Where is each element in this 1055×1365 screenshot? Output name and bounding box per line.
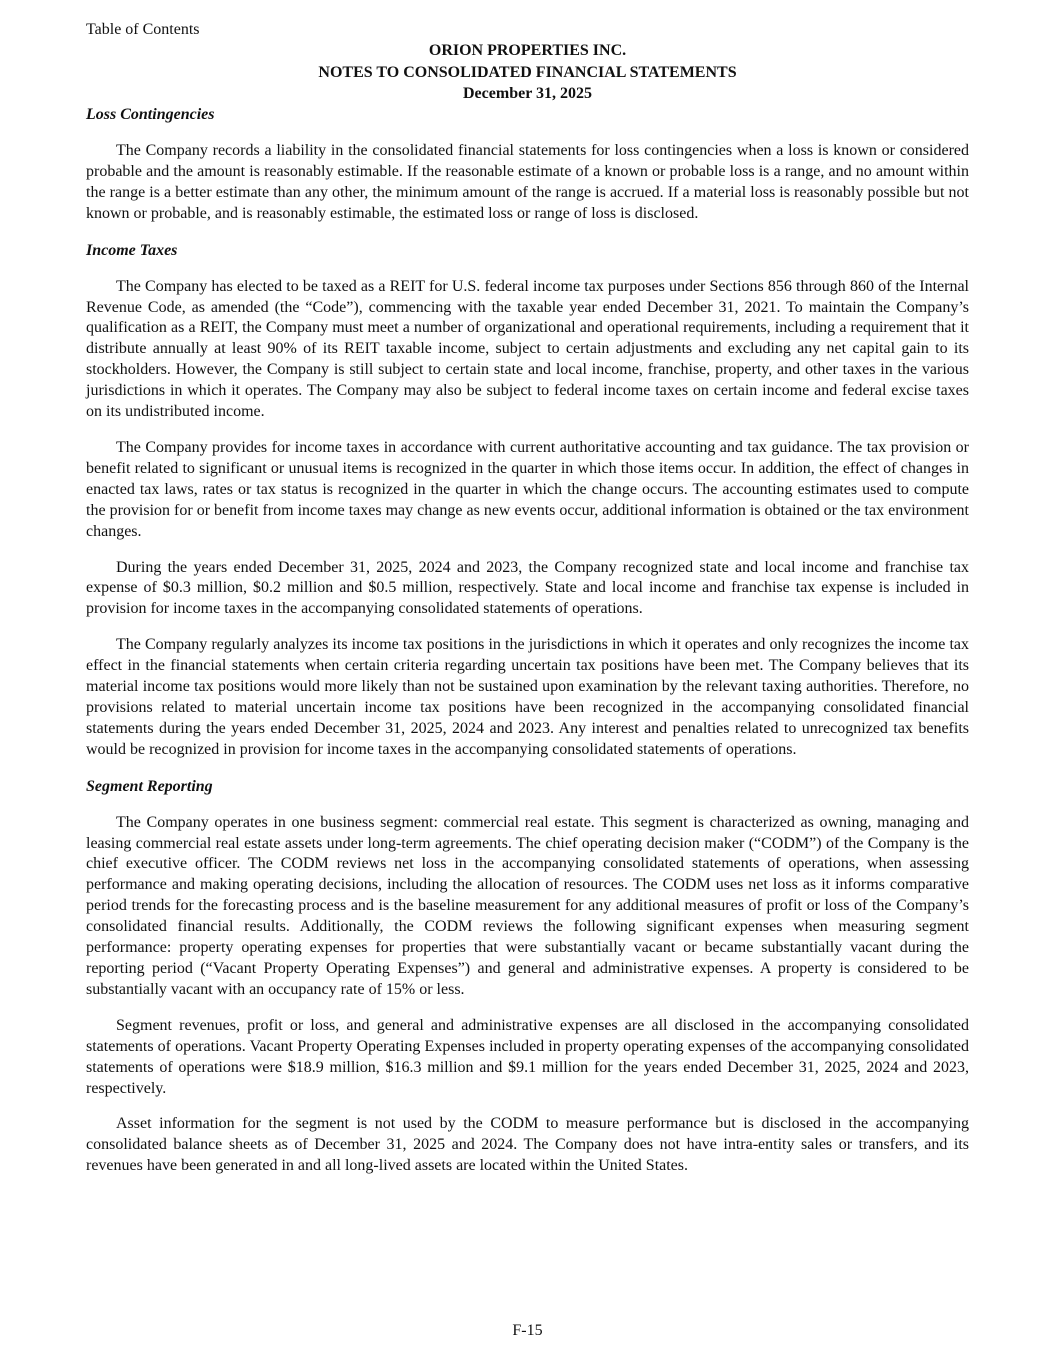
paragraph: Segment revenues, profit or loss, and general and administrative expenses are all disclosed in the accompanying consolidated statements of operations. Vacant Property Operating Expenses included in property operating expenses of the accompanying consolidated statements of operations were $18.9 million, $16.3 million and $9.1 million for the years ended December 31, 2025, 2024 and 2023, respectively. [86,1016,969,1097]
paragraph: The Company has elected to be taxed as a REIT for U.S. federal income tax purposes under Sections 856 through 860 of the Internal Revenue Code, as amended (the “Code”), commencing with the taxable year ended December 31, 2021. To maintain the Company’s qualification as a REIT, the Company must meet a number of organizational and operational requirements, including a requirement that it distribute annually at least 90% of its REIT taxable income, subject to certain adjustments and excluding any net capital gain to its stockholders. However, the Company is still subject to certain state and local income, franchise, property, and other taxes in the various jurisdictions in which it operates. The Company may also be subject to federal income taxes on certain income and federal excise taxes on its undistributed income. [86,277,969,421]
notes-body [86,104,969,1177]
section-income-taxes [86,240,969,761]
document-title: NOTES TO CONSOLIDATED FINANCIAL STATEMENTS [318,63,737,81]
paragraph: During the years ended December 31, 2025, 2024 and 2023, the Company recognized state and local income and franchise tax expense of $0.3 million, $0.2 million and $0.5 million, respectively. State and local income and franchise tax expense is included in provision for income taxes in the accompanying consolidated statements of operations. [86,558,969,618]
paragraph: Asset information for the segment is not used by the CODM to measure performance but is disclosed in the accompanying consolidated balance sheets as of December 31, 2025 and 2024. The Company does not have intra-entity sales or transfers, and its revenues have been generated in and all long-lived assets are located within the United States. [86,1115,969,1175]
table-of-contents-link[interactable]: Table of Contents [86,21,200,38]
document-date: December 31, 2025 [463,85,592,102]
paragraph: The Company provides for income taxes in accordance with current authoritative accounting and tax guidance. The tax provision or benefit related to significant or unusual items is recognized in the quarter in which those items occur. In addition, the effect of changes in enacted tax laws, rates or tax status is recognized in the quarter in which the change occurs. The accounting estimates used to compute the provision for or benefit from income taxes may change as new events occur, additional information is obtained or the tax environment changes. [86,438,969,540]
paragraph: The Company records a liability in the consolidated financial statements for loss contingencies when a loss is known or considered probable and the amount is reasonably estimable. If the reasonable estimate of a known or probable loss is a range, and no amount within the range is a better estimate than any other, the minimum amount of the range is accrued. If a material loss is reasonably possible but not known or probable, and is reasonably estimable, the estimated loss or range of loss is disclosed. [86,142,969,222]
page-header [0,40,1055,105]
page-number: F-15 [512,1322,543,1339]
paragraph: The Company operates in one business segment: commercial real estate. This segment is characterized as owning, managing and leasing commercial real estate assets under long-term agreements. The chief operating decision maker (“CODM”) of the Company is the chief executive officer. The CODM reviews net loss in the accompanying consolidated statements of operations, when assessing performance and making operating decisions, including the allocation of resources. The CODM uses net loss as it informs comparative period trends for the forecasting process and is the baseline measurement for any additional measures of profit or loss of the Company’s consolidated financial results. Additionally, the CODM reviews the following significant expenses when measuring segment performance: property operating expenses for properties that were substantially vacant or became substantially vacant during the reporting period (“Vacant Property Operating Expenses”) and general and administrative expenses. A property is considered to be substantially vacant with an occupancy rate of 15% or less. [86,813,969,998]
section-loss-contingencies [86,104,969,225]
section-segment-reporting [86,776,969,1178]
section-heading: Segment Reporting [86,777,213,795]
section-heading: Income Taxes [86,241,178,259]
paragraph: The Company regularly analyzes its income tax positions in the jurisdictions in which it operates and only recognizes the income tax effect in the financial statements when certain criteria regarding uncertain tax positions have been met. The Company believes that its material income tax positions would more likely than not be sustained upon examination by the relevant taxing authorities. Therefore, no provisions related to material uncertain income tax positions have been recognized in the accompanying consolidated financial statements during the years ended December 31, 2025, 2024 and 2023. Any interest and penalties related to unrecognized tax benefits would be recognized in provision for income taxes in the accompanying consolidated statements of operations. [86,636,969,758]
section-heading: Loss Contingencies [86,106,215,123]
company-name: ORION PROPERTIES INC. [428,42,627,59]
